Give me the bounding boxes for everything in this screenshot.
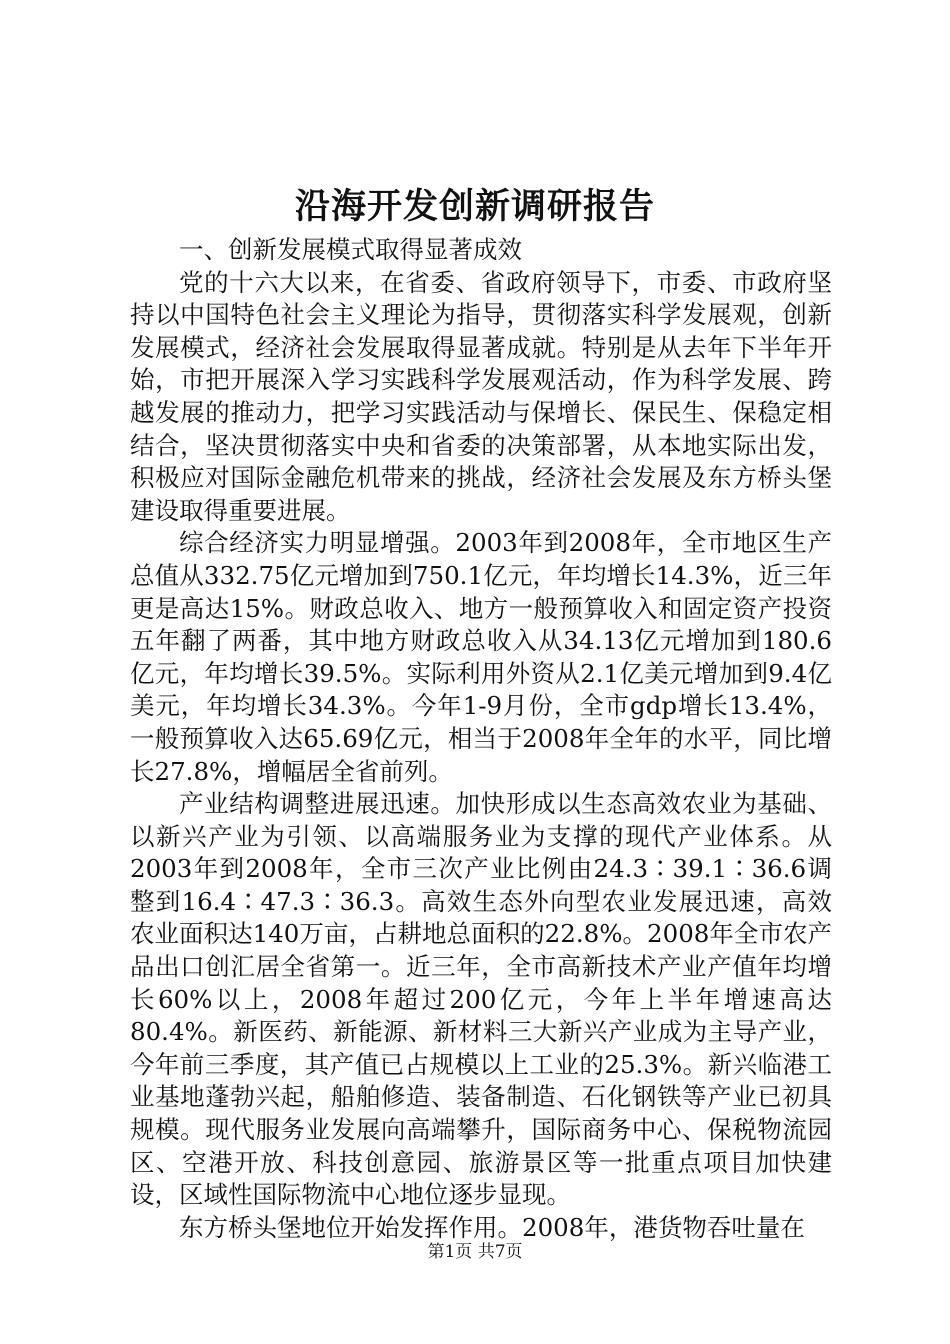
document-title: 沿海开发创新调研报告 xyxy=(294,186,655,227)
page-number-footer: 第1页 共7页 xyxy=(427,1242,523,1262)
body-paragraph: 综合经济实力明显增强。2003年到2008年，全市地区生产总值从332.75亿元增加到750.1亿元，年均增长14.3%，近三年更是高达15%。财政总收入、地方一般预算收入和固定资产投资五年翻了两番，其中地方财政总收入从34.13亿元增加到180.6亿元，年均增长39.5%。实际利用外资从2.1亿美元增加到9.4亿美元，年均增长34.3%。今年1-9月份，全市gdp增长13.4%，一般预算收入达65.69亿元，相当于2008年全年的水平，同比增长27.8%，增幅居全省前列。 xyxy=(130,528,832,786)
body-paragraph: 东方桥头堡地位开始发挥作用。2008年，港货物吞吐量在 xyxy=(179,1212,805,1242)
body-paragraph: 党的十六大以来，在省委、省政府领导下，市委、市政府坚持以中国特色社会主义理论为指导，贯彻落实科学发展观，创新发展模式，经济社会发展取得显著成就。特别是从去年下半年开始，市把开展深入学习实践科学发展观活动，作为科学发展、跨越发展的推动力，把学习实践活动与保增长、保民生、保稳定相结合，坚决贯彻落实中央和省委的决策部署，从本地实际出发，积极应对国际金融危机带来的挑战，经济社会发展及东方桥头堡建设取得重要进展。 xyxy=(130,267,832,525)
body-paragraph: 产业结构调整进展迅速。加快形成以生态高效农业为基础、以新兴产业为引领、以高端服务业为支撑的现代产业体系。从2003年到2008年，全市三次产业比例由24.3∶39.1∶36.6调整到16.4∶47.3∶36.3。高效生态外向型农业发展迅速，高效农业面积达140万亩，占耕地总面积的22.8%。2008年全市农产品出口创汇居全省第一。近三年，全市高新技术产业产值年均增长60%以上，2008年超过200亿元，今年上半年增速高达80.4%。新医药、新能源、新材料三大新兴产业成为主导产业，今年前三季度，其产值已占规模以上工业的25.3%。新兴临港工业基地蓬勃兴起，船舶修造、装备制造、石化钢铁等产业已初具规模。现代服务业发展向高端攀升，国际商务中心、保税物流园区、空港开放、科技创意园、旅游景区等一批重点项目加快建设，区域性国际物流中心地位逐步显现。 xyxy=(130,789,832,1210)
document-body xyxy=(130,234,832,1244)
section-heading: 一、创新发展模式取得显著成效 xyxy=(179,235,522,264)
